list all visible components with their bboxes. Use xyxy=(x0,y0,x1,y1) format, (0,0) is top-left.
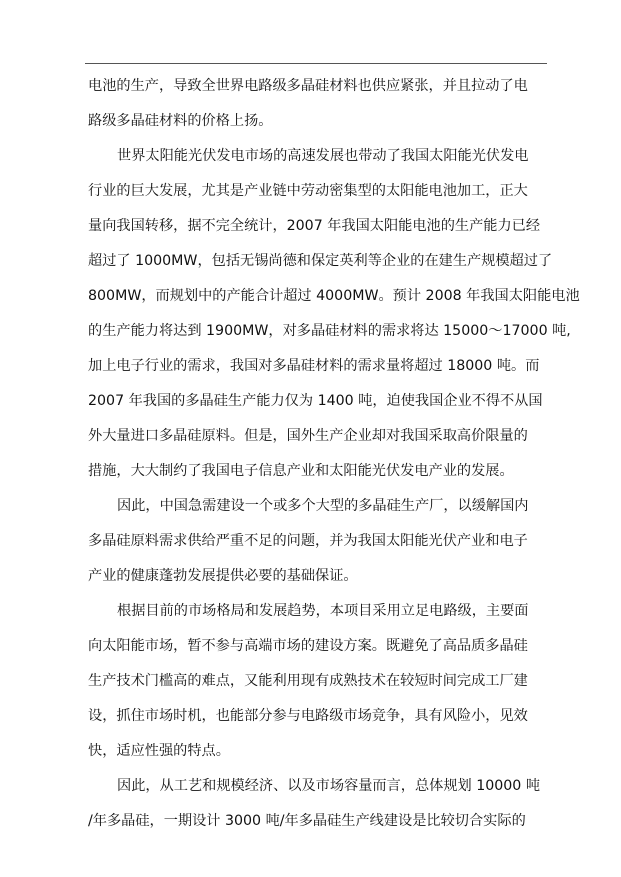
header-rule xyxy=(85,63,547,64)
text-line: 外大量进口多晶硅原料。但是，国外生产企业却对我国采取高价限量的 xyxy=(88,428,528,444)
paragraph-first-line: 根据目前的市场格局和发展趋势，本项目采用立足电路级，主要面 xyxy=(117,603,529,619)
text-line: 设，抓住市场时机，也能部分参与电路级市场竞争，具有风险小，见效 xyxy=(88,708,528,724)
text-line: 行业的巨大发展，尤其是产业链中劳动密集型的太阳能电池加工，正大 xyxy=(88,183,528,199)
text-line: 路级多晶硅材料的价格上扬。 xyxy=(88,113,273,129)
text-line: 超过了 1000MW，包括无锡尚德和保定英利等企业的在建生产规模超过了 xyxy=(88,253,553,269)
text-line: 2007 年我国的多晶硅生产能力仅为 1400 吨，迫使我国企业不得不从国 xyxy=(88,393,543,409)
text-line: /年多晶硅，一期设计 3000 吨/年多晶硅生产线建设是比较切合实际的 xyxy=(88,813,526,829)
text-line: 快，适应性强的特点。 xyxy=(88,743,230,759)
text-line: 加上电子行业的需求，我国对多晶硅材料的需求量将超过 18000 吨。而 xyxy=(88,358,540,374)
paragraph-first-line: 世界太阳能光伏发电市场的高速发展也带动了我国太阳能光伏发电 xyxy=(117,148,529,164)
text-line: 量向我国转移，据不完全统计，2007 年我国太阳能电池的生产能力已经 xyxy=(88,218,541,234)
paragraph-first-line: 因此，中国急需建设一个或多个大型的多晶硅生产厂，以缓解国内 xyxy=(117,498,529,514)
text-line: 800MW，而规划中的产能合计超过 4000MW。预计 2008 年我国太阳能电池 xyxy=(88,288,580,304)
text-line: 的生产能力将达到 1900MW，对多晶硅材料的需求将达 15000～17000 吨, xyxy=(88,323,571,339)
text-line: 向太阳能市场，暂不参与高端市场的建设方案。既避免了高品质多晶硅 xyxy=(88,638,528,654)
text-line: 措施，大大制约了我国电子信息产业和太阳能光伏发电产业的发展。 xyxy=(88,463,514,479)
text-line: 电池的生产，导致全世界电路级多晶硅材料也供应紧张，并且拉动了电 xyxy=(88,78,528,94)
paragraph-first-line: 因此，从工艺和规模经济、以及市场容量而言，总体规划 10000 吨 xyxy=(117,778,541,794)
text-line: 生产技术门槛高的难点，又能利用现有成熟技术在较短时间完成工厂建 xyxy=(88,673,528,689)
text-line: 多晶硅原料需求供给严重不足的问题，并为我国太阳能光伏产业和电子 xyxy=(88,533,528,549)
text-line: 产业的健康蓬勃发展提供必要的基础保证。 xyxy=(88,568,358,584)
